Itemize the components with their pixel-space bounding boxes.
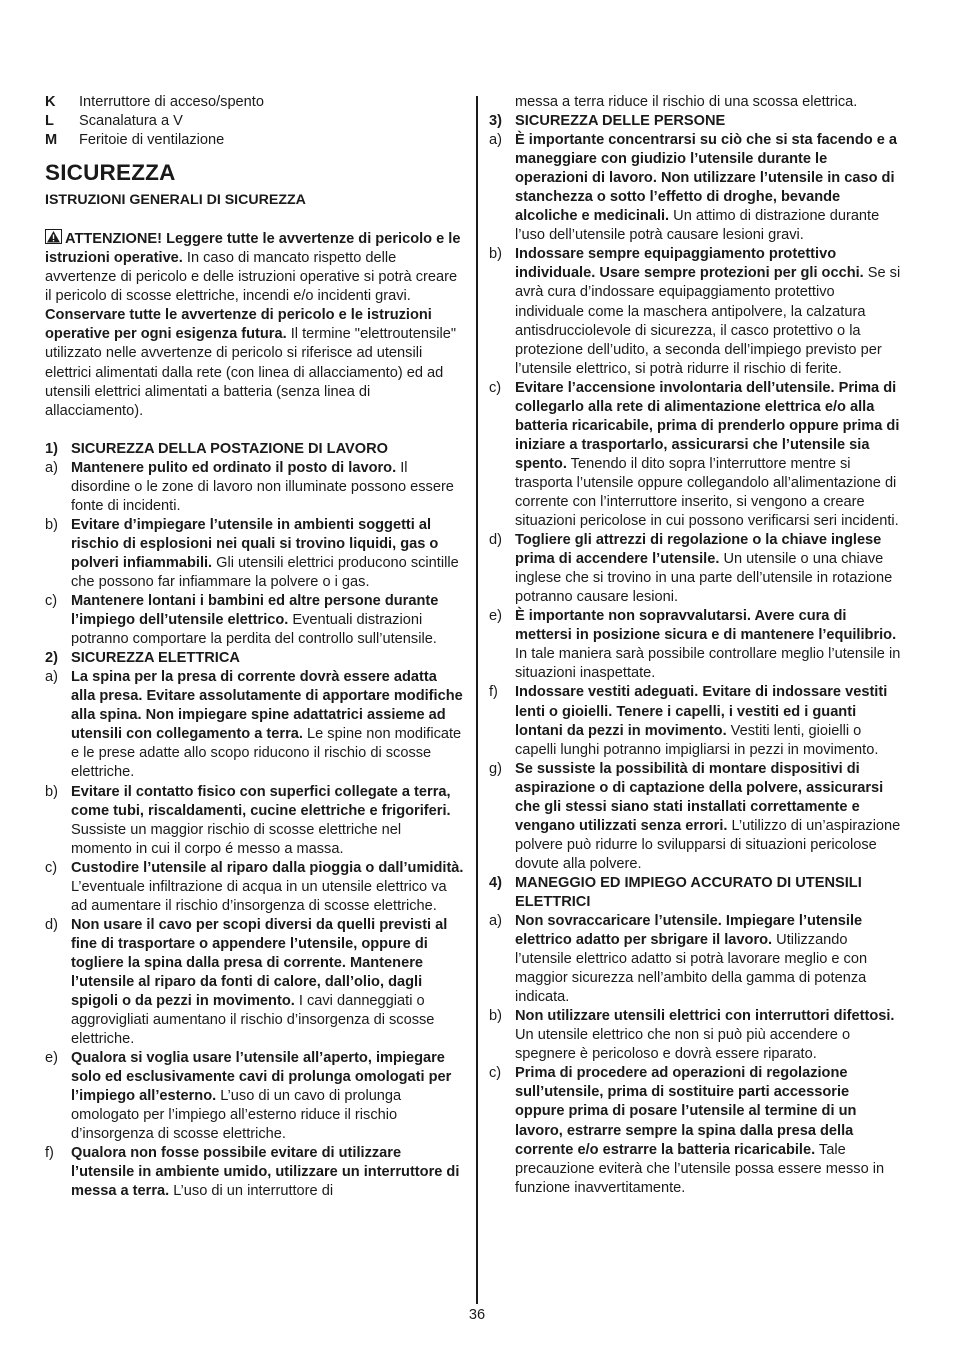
column-divider	[476, 96, 478, 1304]
right-column	[489, 93, 901, 1198]
legend-item	[45, 112, 465, 131]
section-heading-text: SICUREZZA DELLA POSTAZIONE DI LAVORO	[71, 440, 389, 457]
section-heading	[489, 112, 901, 131]
item-key: a)	[489, 913, 502, 930]
legend-text: Feritoie di ventilazione	[79, 132, 225, 149]
item-bold: Evitare il contatto fisico con superfici collegate a terra, come tubi, riscaldamenti, cucine elettriche e frigoriferi.	[71, 783, 451, 819]
section-number: 2)	[45, 650, 58, 667]
list-item	[45, 592, 465, 649]
list-item	[489, 760, 901, 874]
item-key: a)	[489, 132, 502, 149]
item-text: Un attimo di distrazione durante l’uso dell’utensile potrà causare lesioni gravi.	[515, 208, 880, 244]
item-text: Gli utensili elettrici producono scintille che possono far infiammare la polvere o i gas.	[71, 554, 459, 590]
item-text: Vestiti lenti, gioielli o capelli lunghi potranno impigliarsi in pezzi in movimento.	[515, 722, 879, 758]
item-bold: Indossare sempre equipaggiamento protettivo individuale. Usare sempre protezioni per gli occhi.	[515, 246, 864, 282]
item-key: d)	[45, 916, 58, 933]
warning-paragraph	[45, 229, 465, 420]
section-heading	[489, 874, 901, 912]
list-item	[489, 912, 901, 1007]
list-item	[489, 683, 901, 759]
list-item	[45, 859, 465, 916]
item-bold: È importante non sopravvalutarsi. Avere cura di mettersi in posizione sicura e di mantenere l’equilibrio.	[515, 608, 897, 644]
item-text: I cavi danneggiati o aggrovigliati aumentano il rischio d’insorgenza di scosse elettriche.	[71, 993, 435, 1048]
list-item	[489, 245, 901, 378]
item-bold: Custodire l’utensile al riparo dalla pioggia o dall’umidità.	[71, 859, 464, 876]
item-key: a)	[45, 669, 58, 686]
legend-key: K	[45, 94, 56, 110]
item-bold: Non usare il cavo per scopi diversi da quelli previsti al fine di trasportare o appendere l’utensile, oppure di togliere la spina dalla presa di corrente. Mantenere l’utensile al riparo da fonti di calore, dall’olio, dagli spigoli o da pezzi in movimento.	[71, 916, 448, 1010]
subheading: ISTRUZIONI GENERALI DI SICUREZZA	[45, 192, 306, 209]
list-item	[45, 459, 465, 516]
list-item	[45, 916, 465, 1049]
legend-key: M	[45, 132, 58, 149]
item-bold: È importante concentrarsi su ciò che si sta facendo e a maneggiare con giudizio l’utensile durante le operazioni di lavoro. Non utilizzare l’utensile in caso di stanchezza o sotto l’effetto di droghe, bevande alcoliche e medicinali.	[515, 132, 897, 225]
section-number: 4)	[489, 874, 502, 891]
warning-bold-1: ATTENZIONE! Leggere tutte le avvertenze di pericolo e le istruzioni operative.	[45, 231, 461, 267]
list-item	[45, 1049, 465, 1144]
item-text: Eventuali distrazioni potranno comportare la perdita del controllo sull’utensile.	[71, 612, 437, 648]
item-text: Un utensile elettrico che non si può più accendere o spegnere è pericoloso e dovrà essere riparato.	[515, 1027, 851, 1063]
warning-bold-2: Conservare tutte le avvertenze di pericolo e le istruzioni operative per ogni esigenza futura.	[45, 307, 432, 343]
section-heading	[45, 649, 465, 668]
item-bold: Indossare vestiti adeguati. Evitare di indossare vestiti lenti o gioielli. Tenere i capelli, i vestiti ed i guanti lontani da pezzi in movimento.	[515, 684, 888, 739]
page-number: 36	[468, 1307, 486, 1323]
item-text: Utilizzando l’utensile elettrico adatto si potrà lavorare meglio e con maggior sicurezza nell’ambito della gamma di potenza indicata.	[515, 932, 868, 1006]
warning-triangle-icon	[45, 229, 62, 244]
list-item	[489, 379, 901, 531]
item-text: L’uso di un cavo di prolunga omologato per l’impiego all’esterno riduce il rischio d’insorgenza di scosse elettriche.	[71, 1088, 402, 1143]
item-text: L’eventuale infiltrazione di acqua in un utensile elettrico va ad aumentare il rischio d’insorgenza di scosse elettriche.	[71, 878, 447, 914]
legend-text: Interruttore di acceso/spento	[79, 94, 264, 110]
item-bold: Se sussiste la possibilità di montare dispositivi di aspirazione o di captazione della polvere, assicurarsi che gli stessi siano stati installati correttamente e vengano utilizzati senza errori.	[515, 760, 884, 834]
item-key: c)	[489, 379, 502, 396]
legend-list	[45, 93, 465, 150]
section-heading	[45, 440, 465, 459]
item-key: e)	[489, 608, 502, 625]
item-text: L’utilizzo di un’aspirazione polvere può ridurre lo svilupparsi di situazioni pericolose dovute alla polvere.	[515, 817, 901, 872]
section-heading-text: MANEGGIO ED IMPIEGO ACCURATO DI UTENSILI ELETTRICI	[515, 874, 862, 910]
item-text: Un utensile o una chiave inglese che si trovino in una parte dell’utensile in rotazione potranno causare lesioni.	[515, 551, 893, 606]
item-key: f)	[489, 684, 498, 701]
legend-key: L	[45, 113, 54, 130]
item-key: b)	[45, 783, 58, 800]
item-text: Il disordine o le zone di lavoro non illuminate possono essere fonte di incidenti.	[71, 459, 454, 514]
item-bold: Qualora si voglia usare l’utensile all’aperto, impiegare solo ed esclusivamente cavi di prolunga omologati per l’impiego all’esterno.	[71, 1050, 452, 1105]
list-item	[489, 607, 901, 683]
item-bold: Evitare d’impiegare l’utensile in ambienti soggetti al rischio di esplosioni nei quali si trovino liquidi, gas o polveri infiammabili.	[71, 516, 439, 571]
item-bold: Togliere gli attrezzi di regolazione o la chiave inglese prima di accendere l’utensile.	[515, 532, 882, 568]
item-bold: La spina per la presa di corrente dovrà essere adatta alla presa. Evitare assolutamente di apportare modifiche alla spina. Non impiegare spine adattatrici assieme ad utensili con collegamento a terra.	[71, 669, 463, 743]
section-heading-text: SICUREZZA ELETTRICA	[71, 650, 240, 667]
list-item	[45, 1144, 465, 1201]
item-key: b)	[489, 1008, 502, 1025]
legend-text: Scanalatura a V	[79, 113, 183, 130]
warning-text-2: Il termine "elettroutensile" utilizzato nelle avvertenze di pericolo si riferisce ad utensili elettrici alimentati dalla rete (con linea di allacciamento) ed ad utensili elettrici alimentati a batteria (senza linea di allacciamento).	[45, 326, 457, 419]
item-text: Tale precauzione eviterà che l’utensile possa essere messo in funzione inavvertitamente.	[515, 1141, 885, 1196]
item-text: Sussiste un maggior rischio di scosse elettriche nel momento in cui il corpo é messo a massa.	[71, 821, 402, 857]
item-bold: Qualora non fosse possibile evitare di utilizzare l’utensile in ambiente umido, utilizzare un interruttore di messa a terra.	[71, 1145, 460, 1200]
item-bold: Non utilizzare utensili elettrici con interruttori difettosi.	[515, 1008, 895, 1025]
section-number: 3)	[489, 113, 502, 130]
item-key: c)	[45, 859, 58, 876]
section-title: SICUREZZA	[45, 160, 176, 186]
item-text: Se si avrà cura d’indossare equipaggiamento protettivo individuale come la maschera antipolvere, la calzatura antisdrucciolevole di sicurezza, il casco protettivo o la protezione dell’udito, a seconda dell’impiego previsto per l’utensile elettrico, si potrà ridurre il rischio di ferite.	[515, 265, 901, 377]
item-key: d)	[489, 532, 502, 549]
item-text: Tenendo il dito sopra l’interruttore mentre si trasporta l’utensile oppure collegandolo all’alimentazione di corrente con l’interruttore inserito, si vengono a creare situazioni pericolose in cui possono verificarsi seri incidenti.	[515, 455, 899, 530]
warning-text-1: In caso di mancato rispetto delle avvertenze di pericolo e delle istruzioni operative si potrà creare il pericolo di scosse elettriche, incendi e/o incidenti gravi.	[45, 250, 458, 305]
legend-item	[45, 93, 465, 112]
item-key: e)	[45, 1050, 58, 1067]
item-key: a)	[45, 459, 58, 476]
legend-item	[45, 131, 465, 150]
left-column	[45, 93, 465, 1202]
item-key: c)	[45, 593, 58, 610]
list-item	[489, 131, 901, 245]
section-number: 1)	[45, 440, 58, 457]
item-bold: Mantenere pulito ed ordinato il posto di lavoro.	[71, 459, 397, 476]
item-key: f)	[45, 1145, 54, 1162]
list-item	[489, 1064, 901, 1197]
item-bold: Prima di procedere ad operazioni di regolazione sull’utensile, prima di sostituire parti accessorie oppure prima di posare l’utensile al termine di un lavoro, estrarre sempre la spina dalla presa della corrente e/o estrarre la batteria ricaricabile.	[515, 1065, 857, 1158]
item-text: In tale maniera sarà possibile controllare meglio l’utensile in situazioni inaspettate.	[515, 646, 901, 682]
item-key: c)	[489, 1065, 502, 1082]
item-text: Le spine non modificate e le prese adatte allo scopo riducono il rischio di scosse elettriche.	[71, 726, 462, 781]
list-item	[489, 531, 901, 607]
item-key: b)	[489, 246, 502, 263]
item-bold: Evitare l’accensione involontaria dell’utensile. Prima di collegarlo alla rete di alimentazione elettrica e/o alla batteria ricaricabile, prima di prenderlo oppure prima di iniziare a trasportarlo, assicurarsi che l’utensile sia spento.	[515, 379, 900, 472]
item-bold: Mantenere lontani i bambini ed altre persone durante l’impiego dell’utensile elettrico.	[71, 593, 439, 629]
list-item	[45, 516, 465, 592]
item-text: L’uso di un interruttore di	[169, 1183, 334, 1200]
list-item	[45, 783, 465, 859]
item-bold: Non sovraccaricare l’utensile. Impiegare l’utensile elettrico adatto per sbrigare il lavoro.	[515, 913, 863, 949]
list-item	[489, 1007, 901, 1064]
section-heading-text: SICUREZZA DELLE PERSONE	[515, 113, 726, 130]
list-item	[45, 668, 465, 782]
continued-text: messa a terra riduce il rischio di una scossa elettrica.	[515, 94, 858, 110]
item-key: g)	[489, 760, 502, 777]
item-key: b)	[45, 516, 58, 533]
